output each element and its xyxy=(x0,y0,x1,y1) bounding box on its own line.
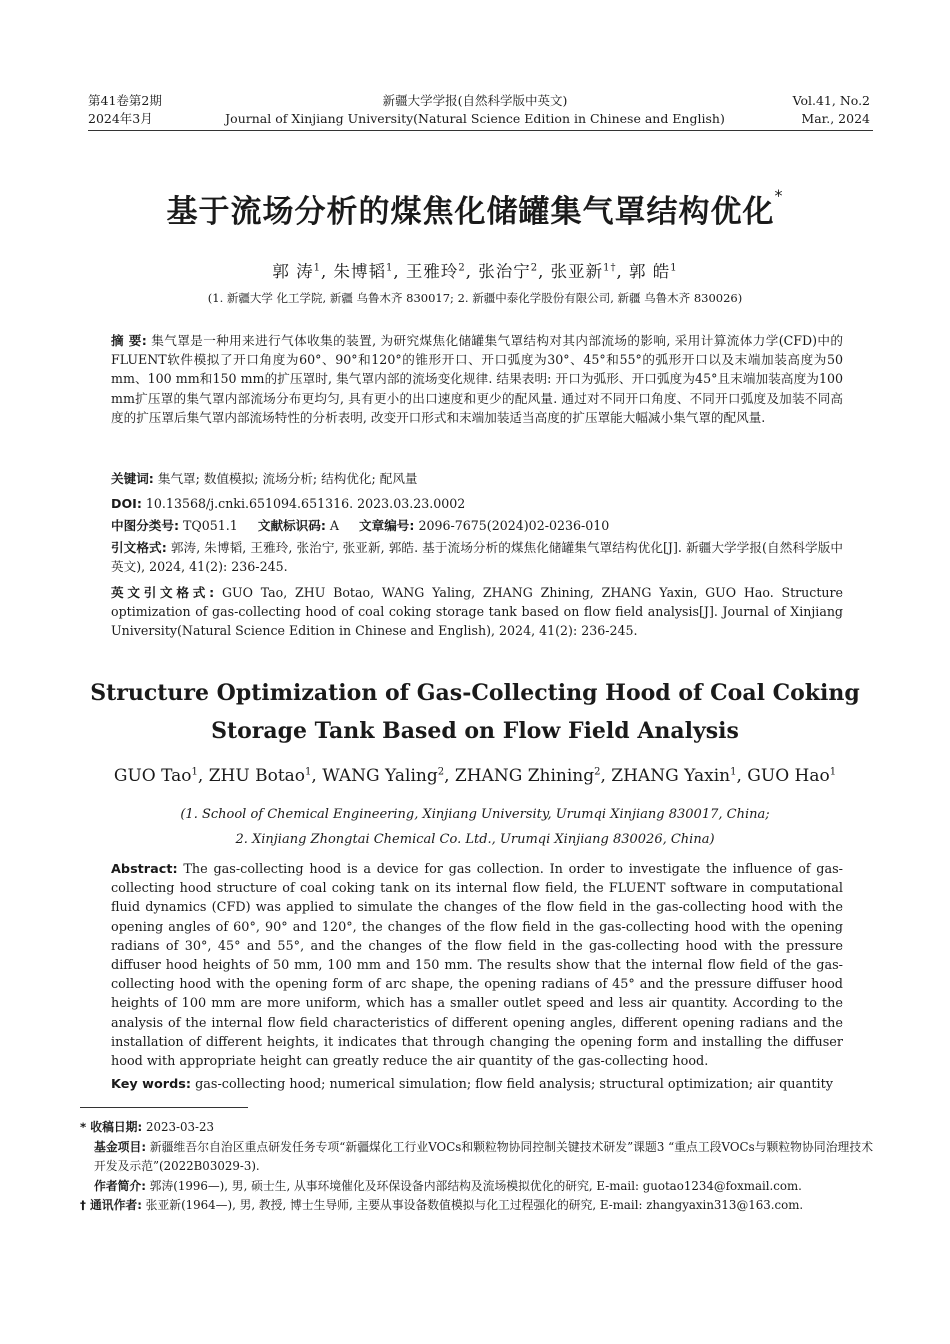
author-en: GUO Tao xyxy=(113,766,192,786)
author-zh: 朱博韬 xyxy=(333,262,386,281)
author-zh: 郭 皓 xyxy=(629,262,671,281)
header-rule xyxy=(88,130,873,131)
abstract-en-label: Abstract: xyxy=(111,862,178,877)
footnote-author: 作者简介: 郭涛(1996—), 男, 硕士生, 从事环境催化及环保设备内部结构及流场模拟优化的研究, E-mail: guotao1234@foxmail.com. xyxy=(94,1178,802,1193)
doi-link[interactable]: 10.13568/j.cnki.651094.651316. 2023.03.23.0002 xyxy=(145,496,466,511)
keywords-zh: 关键词: 集气罩; 数值模拟; 流场分析; 结构优化; 配风量 xyxy=(111,471,418,486)
abstract-zh-text: 集气罩是一种用来进行气体收集的装置, 为研究煤焦化储罐集气罩结构对其内部流场的影响, 采用计算流体力学(CFD)中的FLUENT软件模拟了开口角度为60°、90°和120°的锥形开口、开口弧度为30°、45°和55°的弧形开口以及末端加装高度为50 mm、100 mm和150 mm的扩压罩时, 集气罩内部的流场变化规律. 结果表明: 开口为弧形、开口弧度为45°且末端加装高度为100 mm扩压罩的集气罩内部流场分布更均匀, 具有更小的出口速度和更少的配风量. 通过对不同开口角度、不同开口弧度及加装不同高度的扩压罩后集气罩内部流场特性的分析表明, 改变开口形式和末端加装适当高度的扩压罩能大幅减小集气罩的配风量. xyxy=(111,333,843,425)
title-footnote-mark: * xyxy=(774,186,784,205)
paper-title-zh: 基于流场分析的煤焦化储罐集气罩结构优化* xyxy=(166,186,784,230)
author-en: ZHANG Zhining xyxy=(454,766,595,786)
running-header-right xyxy=(793,92,870,128)
author-zh: 郭 涛 xyxy=(272,262,314,281)
author-list-en: GUO Tao$^1$, ZHU Botao$^1$, WANG Yaling$^2$, ZHANG Zhining$^2$, ZHANG Yaxin$^1$, GUO Hao$^1$ xyxy=(113,766,837,786)
classification-line: 中图分类号: TQ051.1 文献标识码: A 文章编号: 2096-7675(2024)02-0236-010 xyxy=(111,518,610,533)
journal-name-en: Journal of Xinjiang University(Natural Science Edition in Chinese and English) xyxy=(225,111,725,126)
author-en: GUO Hao xyxy=(747,766,830,786)
abstract-zh xyxy=(111,331,843,427)
author-en: ZHU Botao xyxy=(208,766,306,786)
author-zh: 张治宁 xyxy=(478,262,531,281)
abstract-zh-label: 摘 要: xyxy=(111,333,147,348)
author-en: ZHANG Yaxin xyxy=(611,766,731,786)
citation-en: 英文引文格式: GUO Tao, ZHU Botao, WANG Yaling, ZHANG Zhining, ZHANG Yaxin, GUO Hao. Structure optimization of gas-collecting hood of coal coking storage tank based on flow field analysis[J]. Journal of Xinjiang University(Natural Science Edition in Chinese and English), 2024, 41(2): 236-245. xyxy=(111,585,843,639)
author-en: WANG Yaling xyxy=(322,766,438,786)
footnote-fund: 基金项目: 新疆维吾尔自治区重点研发任务专项“新疆煤化工行业VOCs和颗粒物协同控制关键技术研发”课题3 “重点工段VOCs与颗粒物协同治理技术开发及示范”(2022B03029-3). xyxy=(94,1139,874,1173)
volume-issue-en: Vol.41, No.2 xyxy=(792,93,870,108)
keywords-en: Key words: gas-collecting hood; numerical simulation; flow field analysis; structural optimization; air quantity xyxy=(111,1077,834,1092)
doi: DOI: 10.13568/j.cnki.651094.651316. 2023.03.23.0002 xyxy=(111,496,466,511)
volume-issue-zh: 第41卷第2期 xyxy=(88,93,162,108)
footnotes xyxy=(80,1118,873,1216)
paper-title-en: Structure Optimization of Gas-Collecting Hood of Coal Coking Storage Tank Based on Flow Field Analysis xyxy=(90,680,860,744)
citation-zh: 引文格式: 郭涛, 朱博韬, 王雅玲, 张治宁, 张亚新, 郭皓. 基于流场分析的煤焦化储罐集气罩结构优化[J]. 新疆大学学报(自然科学版中英文), 2024, 41(2): 236-245. xyxy=(111,540,843,575)
abstract-en-text: The gas-collecting hood is a device for gas collection. In order to investigate the influence of gas-collecting hood structure of coal coking tank on its internal flow field, the FLUENT software in computational fluid dynamics (CFD) was applied to simulate the changes of the flow field in the gas-collecting hood with the opening angles of 60°, 90° and 120°, the changes of the flow field in the gas-collecting hood with the opening radians of 30°, 45° and 55°, and the changes of the flow field in the gas-collecting hood with the pressure diffuser hood heights of 50 mm, 100 mm and 150 mm. The results show that the internal flow field of the gas-collecting hood with the opening form of arc shape, the opening radians of 45° and the pressure diffuser hood heights of 100 mm are more uniform, which has a smaller outlet speed and less air quantity. According to the analysis of the internal flow field characteristics of different opening angles, different opening radians and the installation of different heights, it indicates that through changing the opening form and installing the diffuser hood with appropriate height can greatly reduce the air quantity of the gas-collecting hood. xyxy=(111,862,843,1070)
journal-name-zh: 新疆大学学报(自然科学版中英文) xyxy=(382,93,568,108)
footnote-received: * 收稿日期: 2023-03-23 xyxy=(80,1120,214,1134)
affiliation-zh: (1. 新疆大学 化工学院, 新疆 乌鲁木齐 830017; 2. 新疆中泰化学股份有限公司, 新疆 乌鲁木齐 830026) xyxy=(207,291,743,305)
date-zh: 2024年3月 xyxy=(88,111,153,126)
footnote-corresponding: † 通讯作者: 张亚新(1964—), 男, 教授, 博士生导师, 主要从事设备数值模拟与化工过程强化的研究, E-mail: zhangyaxin313@163.com. xyxy=(80,1198,804,1212)
author-zh: 王雅玲 xyxy=(405,262,459,281)
author-list-zh: 郭 涛$^1$, 朱博韬$^1$, 王雅玲$^2$, 张治宁$^2$, 张亚新$^{1\dagger}$, 郭 皓$^1$ xyxy=(272,262,678,281)
affiliation-en: (1. School of Chemical Engineering, Xinjiang University, Urumqi Xinjiang 830017, China; 2. Xinjiang Zhongtai Chemical Co. Ltd., Urumqi Xinjiang 830026, China) xyxy=(180,807,770,847)
author-zh: 张亚新 xyxy=(550,262,604,281)
abstract-en xyxy=(111,860,843,1071)
footnote-rule xyxy=(80,1107,248,1108)
date-en: Mar., 2024 xyxy=(801,111,870,126)
